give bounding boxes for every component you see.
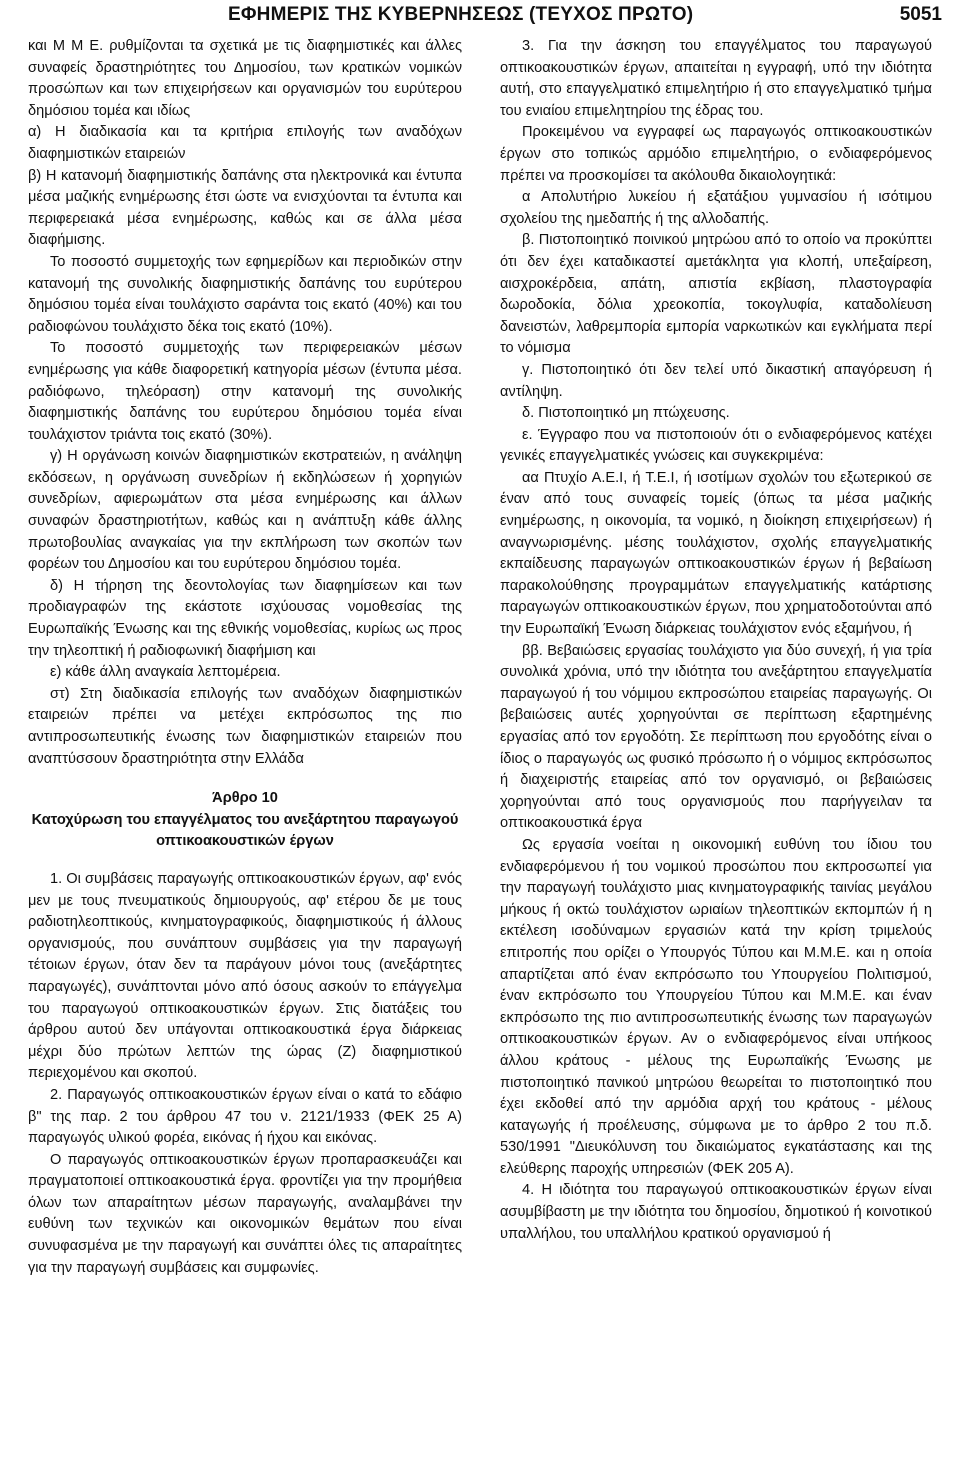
left-paragraph-9: στ) Στη διαδικασία επιλογής των αναδόχων διαφημιστικών εταιρειών πρέπει να μετέχει εκπρόσωπος της πιο αντιπροσωπευτικής ένωσης των διαφημιστικών εταιρειών που αναπτύσσουν δραστηριότητα στην Ελλάδα — [28, 685, 462, 767]
left-paragraph-10: 1. Οι συμβάσεις παραγωγής οπτικοακουστικών έργων, αφ' ενός μεν με τους πνευματικούς δημιουργούς, αφ' ετέρου δε με τους ραδιοτηλεοπτικούς, κινηματογραφικούς, διαφημιστικούς ή άλλους οργανισμούς, που συνάπτουν συμβάσεις για την παραγωγή τέτοιων έργων, όταν δεν τα παράγουν μόνοι τους (ανεξάρτητες παραγωγές), συνάπτονται μόνο από όσους ασκούν το επάγγελμα του παραγωγού οπτικοακουστικών έργων. Στις διατάξεις του άρθρου αυτού δεν υπάγονται οπτικοακουστικά έργα διάρκειας μέχρι δύο πρώτων λεπτών της ώρας (Ζ) διαφημιστικού περιεχομένου και σκοπού. — [28, 870, 462, 1082]
right-paragraph-11: 4. Η ιδιότητα του παραγωγού οπτικοακουστικών έργων είναι ασυμβίβαστη με την ιδιότητα του δημοσίου, δημοτικού ή κοινοτικού υπαλλήλου, του υπαλλήλου κρατικού οργανισμού ή — [500, 1182, 932, 1242]
right-paragraph-10: Ως εργασία νοείται η οικονομική ευθύνη του ίδιου του ενδιαφερόμενου ή του νομικού προσώπου που εκπροσωπεί για την παραγωγή τουλάχιστο μιας κινηματογραφικής ταινίας μεγάλου μήκους ή οκτώ τουλάχιστον ωριαίων τηλεοπτικών εκπομπών ή η εκτέλεση ισοδύναμων εργασιών κατά την κρίση τριμελούς επιτροπής που ορίζει ο Υπουργός Τύπου και Μ.Μ.Ε. και η οποία απαρτίζεται από έναν εκπρόσωπο του Υπουργείου Πολιτισμού, έναν εκπρόσωπο του Υπουργείου Τύπου και Μ.Μ.Ε. και έναν εκπρόσωπο της πιο αντιπροσωπευτικής ένωσης των παραγωγών οπτικοακουστικών έργων. Αν ο ενδιαφερόμενος είναι υπήκοος άλλου κράτους - μέλους της Ευρωπαϊκής Ένωσης με πιστοποιητικό πανικού μητρώου θεωρείται το πιστοποιητικό που έχει εκδοθεί από την αρμόδια αρχή του κράτους - μέλους καταγωγής ή προέλευσης, σύμφωνα με το άρθρο 2 του π.δ. 530/1991 "Διευκόλυνση του δικαιώματος εγκατάστασης και της ελεύθερης παροχής υπηρεσιών (ΦΕΚ 205 Α). — [500, 836, 932, 1177]
right-paragraph-3: α Απολυτήριο λυκείου ή εξατάξιου γυμνασίου ή ισότιμου σχολείου της ημεδαπής ή της αλλοδαπής. — [500, 189, 932, 227]
left-paragraph-7: δ) Η τήρηση της δεοντολογίας των διαφημίσεων και των προδιαγραφών της εκάστοτε ισχύουσας νομοθεσίας της Ευρωπαϊκής Ένωσης και της εθνικής νομοθεσίας, κυρίως ως προς την τηλεοπτική ή ραδιοφωνική διαφήμιση και — [28, 577, 462, 659]
left-paragraph-1: και Μ Μ Ε. ρυθμίζονται τα σχετικά με τις διαφημιστικές και άλλες συναφείς δραστηριότητες του Δημοσίου, των κρατικών νομικών προσώπων και των επιχειρήσεων και οργανισμών του ευρύτερου δημόσιου τομέα και ιδίως — [28, 38, 462, 119]
left-column — [28, 36, 462, 1466]
right-paragraph-6: δ. Πιστοποιητικό μη πτώχευσης. — [522, 405, 730, 422]
right-paragraph-1: 3. Για την άσκηση του επαγγέλματος του παραγωγού οπτικοακουστικών έργων, απαιτείται η εγγραφή, υπό την ιδιότητα αυτή, στο επαγγελματικό επιμελητήριο ή στο επαγγελματικό τμήμα του ενιαίου επιμελητηρίου της έδρας του. — [500, 38, 932, 119]
left-paragraph-8: ε) κάθε άλλη αναγκαία λεπτομέρεια. — [50, 664, 281, 681]
right-paragraph-2: Προκειμένου να εγγραφεί ως παραγωγός οπτικοακουστικών έργων στο τοπικώς αρμόδιο επιμελητήριο, ο ενδιαφερόμενος πρέπει να προσκομίσει τα ακόλουθα δικαιολογητικά: — [500, 124, 932, 184]
gazette-title: ΕΦΗΜΕΡΙΣ ΤΗΣ ΚΥΒΕΡΝΗΣΕΩΣ (ΤΕΥΧΟΣ ΠΡΩΤΟ) — [228, 4, 694, 25]
right-paragraph-4: β. Πιστοποιητικό ποινικού μητρώου από το οποίο να προκύπτει ότι δεν έχει καταδικαστεί αμετάκλητα για κλοπή, υπεξαίρεση, αισχροκέρδεια, απάτη, απιστία εκβίαση, πλαστογραφία δωροδοκία, δόλια χρεοκοπία, τοκογλυφία, καταδολίευση δανειστών, λαθρεμπορία εμπορία ναρκωτικών και εγκλήματα περί το νόμισμα — [500, 232, 932, 357]
article-heading: Άρθρο 10 — [212, 790, 278, 807]
left-paragraph-12: Ο παραγωγός οπτικοακουστικών έργων προπαρασκευάζει και πραγματοποιεί οπτικοακουστικά έργα. φροντίζει για την προμήθεια όλων των απαραίτητων μέσων παραγωγής, αναλαμβάνει την ευθύνη των τεχνικών και οικονομικών θεμάτων που είναι συνυφασμένα με την παραγωγή και συνάπτει όλες τις απαραίτητες για την παραγωγή συμβάσεις και συμφωνίες. — [28, 1151, 462, 1276]
left-paragraph-3: β) Η κατανομή διαφημιστικής δαπάνης στα ηλεκτρονικά και έντυπα μέσα μαζικής ενημέρωσης έτσι ώστε να ενισχύονται τα έντυπα και περιφερειακά μέσα ενημέρωσης, καθώς και σε άλλα μέσα διαφήμισης. — [28, 167, 462, 249]
right-column — [500, 36, 932, 1466]
left-paragraph-6: γ) Η οργάνωση κοινών διαφημιστικών εκστρατειών, η ανάληψη εκδόσεων, η οργάνωση συνεδρίων ή εκδηλώσεων ή χορηγιών συνεδρίων, αφιερωμάτων στα μέσα ενημέρωσης και άλλων συναφών δραστηριοτήτων, καθώς και η ανάπτυξη κάθε άλλης πρωτοβουλίας αναγκαίας για την εκπλήρωση των σκοπών των φορέων του Δημοσίου και του ευρύτερου δημόσιου τομέα. — [28, 448, 462, 573]
left-paragraph-4: Το ποσοστό συμμετοχής των εφημερίδων και περιοδικών στην κατανομή της συνολικής διαφημιστικής δαπάνης του ευρύτερου δημόσιου τομέα είναι τουλάχιστο σαράντα τοις εκατό (40%) και του ραδιοφώνου τουλάχιστο δέκα τοις εκατό (10%). — [28, 253, 462, 335]
right-paragraph-5: γ. Πιστοποιητικό ότι δεν τελεί υπό δικαστική απαγόρευση ή αντίληψη. — [500, 361, 932, 400]
left-paragraph-5: Το ποσοστό συμμετοχής των περιφερειακών μέσων ενημέρωσης για κάθε διαφορετική κατηγορία μέσων (έντυπα μέσα. ραδιόφωνο, τηλεόραση) στην κατανομή της συνολικής διαφημιστικής δαπάνης του ευρύτερου δημόσιου τομέα είναι τουλάχιστον τριάντα τοις εκατό (30%). — [28, 340, 462, 443]
left-paragraph-2: α) Η διαδικασία και τα κριτήρια επιλογής των αναδόχων διαφημιστικών εταιρειών — [28, 124, 462, 162]
right-paragraph-7: ε. Έγγραφο που να πιστοποιούν ότι ο ενδιαφερόμενος κατέχει γενικές επαγγελματικές γνώσεις και συγκεκριμένα: — [500, 426, 932, 465]
right-paragraph-9: ββ. Βεβαιώσεις εργασίας τουλάχιστο για δύο συνεχή, ή για τρία συνολικά χρόνια, υπό την ιδιότητα του ανεξάρτητου επαγγελματία παραγωγού ή του νόμιμου εκπροσώπου εταιρείας παραγωγής. Οι βεβαιώσεις αυτές χορηγούνται σε περίπτωση εξαρτημένης εργασίας από τον εργοδότη. Σε περίπτωση που εργοδότης είναι ο ίδιος ο παραγωγός ως φυσικό πρόσωπο ή ο νόμιμος εκπρόσωπος ή διαχειριστής εταιρείας από τον οργανισμό, οι βεβαιώσεις χορηγούνται από τους οργανισμούς που παρήγγειλαν τα οπτικοακουστικά έργα — [500, 642, 932, 832]
page-number: 5051 — [899, 4, 942, 25]
article-title: Κατοχύρωση του επαγγέλματος του ανεξάρτητου παραγωγού οπτικοακουστικών έργων — [31, 811, 459, 850]
page-header — [0, 2, 960, 28]
right-paragraph-8: αα Πτυχίο Α.Ε.Ι, ή Τ.Ε.Ι, ή ισοτίμων σχολών του εξωτερικού σε έναν από τους συναφείς τομείς (όπως τα μέσα μαζικής ενημέρωσης, η οικονομία, τα νομικό, η διοίκηση επιχειρήσεων) ή αναγνωρισμένης. μέσης τουλάχιστον, σχολής επαγγελματικής εκπαίδευσης παραγωγών οπτικοακουστικών έργων ή βεβαίωση παρακολούθησης προγραμμάτων επαγγελματικής κατάρτισης παραγωγών οπτικοακουστικών έργων, που χρηματοδοτούνται από την Ευρωπαϊκή Ένωση διάρκειας τουλάχιστον ενός εξαμήνου, ή — [500, 469, 932, 638]
left-paragraph-11: 2. Παραγωγός οπτικοακουστικών έργων είναι ο κατά το εδάφιο β" της παρ. 2 του άρθρου 47 του ν. 2121/1933 (ΦΕΚ 25 Α) παραγωγός υλικού φορέα, εικόνας ή ήχου και εικόνας. — [28, 1086, 462, 1147]
